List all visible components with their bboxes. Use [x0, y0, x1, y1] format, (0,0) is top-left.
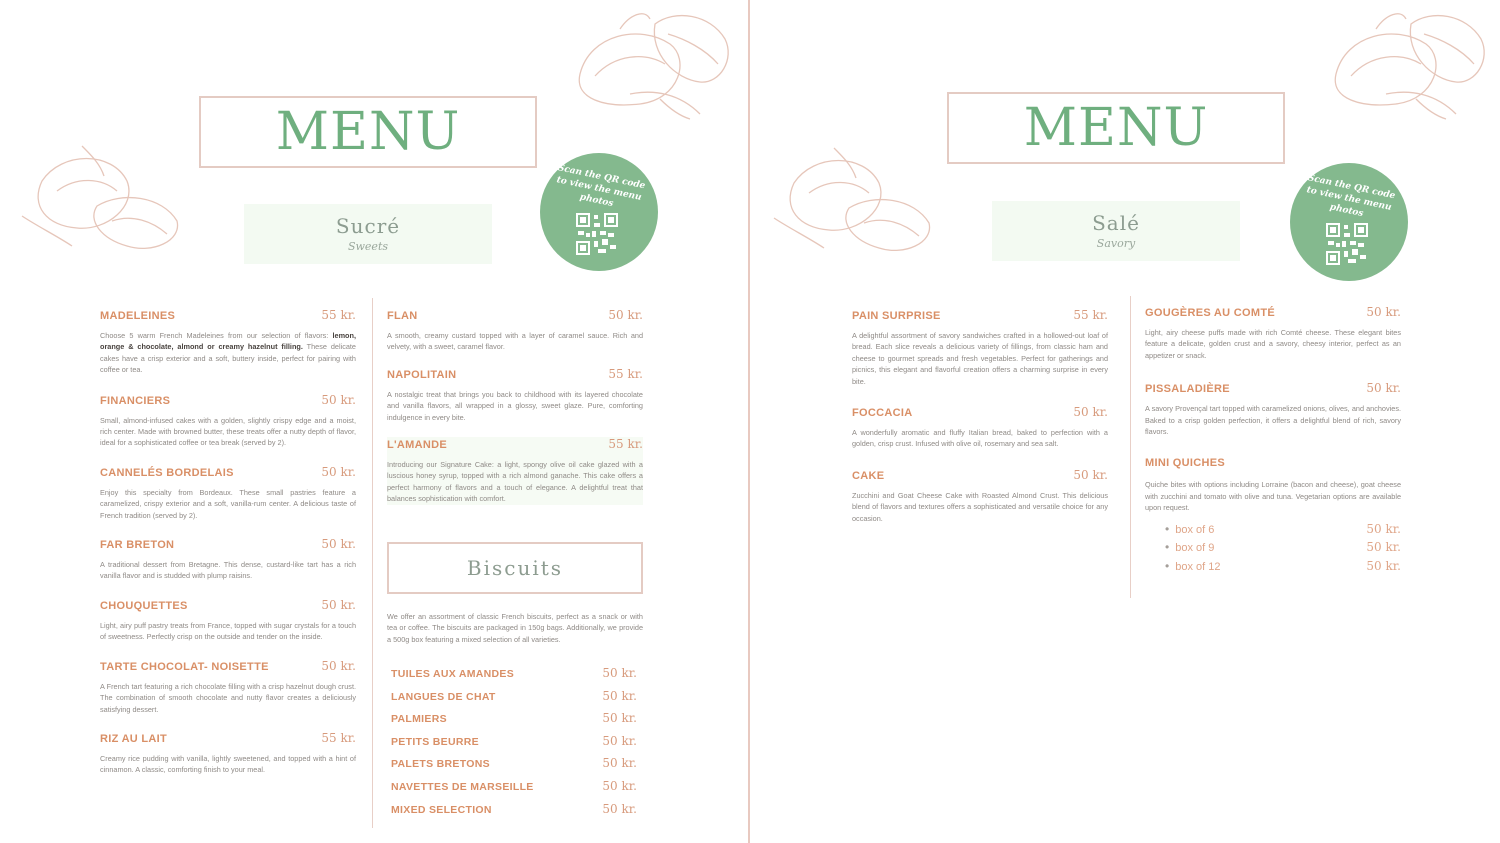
item-description: A nostalgic treat that brings you back to childhood with its layered chocolate and vanilla flavors, all wrapped in a glossy, sweet glaze. Pure, comforting indulgence in every bite. [387, 389, 643, 422]
item-price: 50 kr. [602, 756, 637, 771]
item-price: 50 kr. [1366, 558, 1401, 573]
menu-item [387, 367, 643, 423]
item-name: NAPOLITAIN [387, 368, 457, 381]
item-price: 50 kr. [1366, 305, 1401, 319]
size-label: • box of 9 [1165, 540, 1214, 554]
savory-column-2 [1145, 305, 1401, 591]
menu-item [1145, 457, 1401, 577]
menu-item [100, 537, 356, 582]
item-description: A smooth, creamy custard topped with a layer of caramel sauce. Rich and velvety, with a sweet, caramel flavor. [387, 331, 643, 352]
list-item [1165, 522, 1401, 541]
item-name: MINI QUICHES [1145, 457, 1225, 470]
list-item [391, 689, 637, 712]
item-price: 50 kr. [321, 464, 356, 479]
item-price: 50 kr. [321, 597, 356, 612]
category-subtitle: Sweets [347, 240, 389, 253]
item-price: 50 kr. [321, 392, 356, 407]
item-name: L'AMANDE [387, 439, 448, 452]
menu-page-savory [750, 0, 1500, 843]
column-divider [372, 298, 373, 828]
size-label: • box of 12 [1165, 559, 1220, 573]
item-name: MADELEINES [100, 310, 176, 322]
item-name: PALETS BRETONS [391, 758, 490, 771]
item-description: Quiche bites with options including Lorraine (bacon and cheese), goat cheese with zucchini and tomato with olive and tuna. Vegetarian options are available upon request. [1145, 480, 1401, 513]
item-description: Enjoy this specialty from Bordeaux. These small pastries feature a caramelized, crispy exterior and a soft, vanilla-rum center. A delicious taste of French tradition (served by 2). [100, 487, 356, 520]
item-price: 50 kr. [321, 658, 356, 673]
item-price: 55 kr. [608, 437, 643, 452]
menu-title: MENU [275, 102, 461, 162]
category-header-sweets [244, 204, 492, 264]
item-price: 50 kr. [1366, 521, 1401, 536]
sweets-column-1 [100, 308, 356, 790]
category-header-savory [992, 201, 1240, 261]
item-description: Small, almond-infused cakes with a golden, slightly crispy edge and a moist, rich center. Made with browned butter, these treats offer a nutty depth of flavor, ideal for a sophisticated coffee or tea break (served by 2). [100, 415, 356, 448]
item-price: 50 kr. [602, 801, 637, 816]
item-price: 55 kr. [1073, 308, 1108, 322]
menu-title-frame [947, 92, 1285, 164]
item-price: 50 kr. [602, 711, 637, 726]
menu-item [100, 308, 356, 376]
list-item [1165, 559, 1401, 578]
qr-caption: Scan the QR code to view the menu photos [1305, 173, 1397, 220]
list-item [391, 756, 637, 779]
item-name: TUILES AUX AMANDES [391, 668, 515, 680]
item-name: FLAN [387, 310, 418, 322]
list-item [391, 666, 637, 689]
item-description: Introducing our Signature Cake: a light, spongy olive oil cake glazed with a luscious honey syrup, topped with a rich almond ganache. This cake offers a perfect harmony of flavors and a touch of elegance. A delightful treat that balances sophistication with comfort. [387, 460, 643, 504]
almond-illustration-left [764, 138, 939, 260]
item-price: 50 kr. [1073, 405, 1108, 420]
item-description: A wonderfully aromatic and fluffy Italian bread, baked to perfection with a golden, crisp crust. Infused with olive oil, rosemary and sea salt. [852, 428, 1108, 449]
biscuits-description: We offer an assortment of classic French biscuits, perfect as a snack or with tea or coffee. The biscuits are packaged in 150g bags. Additionally, we provide a 500g box featuring a mixed selection of all varieties. [387, 612, 643, 644]
item-name: LANGUES DE CHAT [391, 690, 496, 703]
item-name: PAIN SURPRISE [852, 310, 941, 322]
sweets-column-2 [387, 308, 643, 519]
qr-badge [1290, 163, 1408, 281]
menu-item [852, 405, 1108, 450]
biscuits-list [391, 666, 637, 824]
menu-item [100, 731, 356, 776]
qr-code-icon[interactable] [576, 213, 618, 255]
item-name: CAKE [852, 469, 885, 482]
item-name: NAVETTES DE MARSEILLE [391, 780, 534, 793]
category-subtitle: Savory [1096, 237, 1136, 250]
item-description: Creamy rice pudding with vanilla, lightly sweetened, and topped with a hint of cinnamon. A classic, comforting finish to your meal. [100, 753, 356, 775]
item-name: PETITS BEURRE [391, 735, 479, 748]
menu-item [387, 308, 643, 353]
biscuits-title: Biscuits [466, 556, 564, 580]
item-name: PISSALADIÈRE [1145, 383, 1230, 396]
menu-title: MENU [1023, 98, 1209, 158]
item-price: 55 kr. [321, 730, 356, 745]
qr-caption: Scan the QR code to view the menu photos [555, 163, 647, 210]
almond-illustration-top [1316, 4, 1491, 126]
item-name: MIXED SELECTION [391, 803, 492, 816]
column-divider [1130, 296, 1131, 598]
item-name: FINANCIERS [100, 394, 171, 407]
quiche-size-list [1145, 522, 1401, 578]
item-price: 50 kr. [602, 733, 637, 748]
menu-item-signature [387, 437, 643, 505]
item-price: 55 kr. [321, 308, 356, 322]
item-name: FOCCACIA [852, 407, 913, 420]
item-price: 50 kr. [602, 778, 637, 793]
savory-column-1 [852, 308, 1108, 538]
menu-item [852, 308, 1108, 387]
item-price: 50 kr. [1366, 381, 1401, 396]
item-description: A traditional dessert from Bretagne. This dense, custard-like tart has a rich vanilla flavor and is studded with plump raisins. [100, 560, 356, 581]
menu-title-frame [199, 96, 537, 168]
menu-item [852, 468, 1108, 524]
almond-illustration-left [12, 136, 187, 258]
list-item [391, 711, 637, 734]
item-name: CHOUQUETTES [100, 599, 188, 612]
menu-item [1145, 305, 1401, 361]
item-name: RIZ AU LAIT [100, 732, 168, 745]
item-name: PALMIERS [391, 713, 447, 726]
item-price: 50 kr. [1073, 467, 1108, 482]
qr-code-icon[interactable] [1326, 223, 1368, 265]
biscuits-intro [387, 604, 643, 645]
size-label: • box of 6 [1165, 522, 1214, 536]
item-price: 50 kr. [321, 537, 356, 552]
item-price: 55 kr. [608, 366, 643, 381]
qr-badge [540, 153, 658, 271]
list-item [391, 779, 637, 802]
item-description: A delightful assortment of savory sandwiches crafted in a hollowed-out loaf of bread. Each slice reveals a delicious variety of fillings, from classic ham and cheese to gourmet spreads and fresh vegetables. Perfect for gatherings and picnics, this elegant and flavorful creation offers a charming surprise in every bite. [852, 331, 1108, 386]
almond-illustration-top [560, 4, 735, 126]
item-name: CANNELÉS BORDELAIS [100, 466, 234, 479]
item-name: TARTE CHOCOLAT- NOISETTE [100, 660, 269, 673]
item-name: GOUGÈRES AU COMTÉ [1145, 307, 1275, 319]
category-title: Sucré [335, 214, 401, 238]
biscuits-header-frame [387, 542, 643, 594]
list-item [1165, 540, 1401, 559]
item-price: 50 kr. [608, 308, 643, 322]
item-description: Light, airy cheese puffs made with rich Comté cheese. These elegant bites feature a delicate, golden crust and a savory, cheesy interior, perfect as an appetizer or snack. [1145, 328, 1401, 360]
item-description: Choose 5 warm French Madeleines from our selection of flavors: lemon, orange & chocolate, almond or creamy hazelnut filling. These delicate cakes have a crisp exterior and a soft, buttery inside, perfect for pairing with coffee or tea. [100, 331, 356, 375]
menu-item [100, 393, 356, 449]
menu-item [100, 465, 356, 521]
category-title: Salé [1092, 211, 1140, 235]
list-item [391, 734, 637, 757]
item-description: A French tart featuring a rich chocolate filling with a crisp hazelnut dough crust. The combination of smooth chocolate and nutty flavor creates a deliciously satisfying dessert. [100, 681, 356, 714]
item-description: Zucchini and Goat Cheese Cake with Roasted Almond Crust. This delicious blend of flavors and textures offers a sophisticated and versatile choice for any occasion. [852, 490, 1108, 523]
item-description: Light, airy puff pastry treats from France, topped with sugar crystals for a touch of sweetness. Perfectly crisp on the outside and tender on the inside. [100, 620, 356, 642]
menu-item [100, 598, 356, 643]
item-description: A savory Provençal tart topped with caramelized onions, olives, and anchovies. Baked to a crisp golden perfection, it offers a delightful blend of rich, savory flavors. [1145, 404, 1401, 437]
item-price: 50 kr. [1366, 540, 1401, 555]
item-price: 50 kr. [602, 666, 637, 680]
list-item [391, 802, 637, 825]
item-name: FAR BRETON [100, 539, 175, 552]
menu-item [100, 659, 356, 715]
menu-item [1145, 381, 1401, 437]
item-price: 50 kr. [602, 688, 637, 703]
